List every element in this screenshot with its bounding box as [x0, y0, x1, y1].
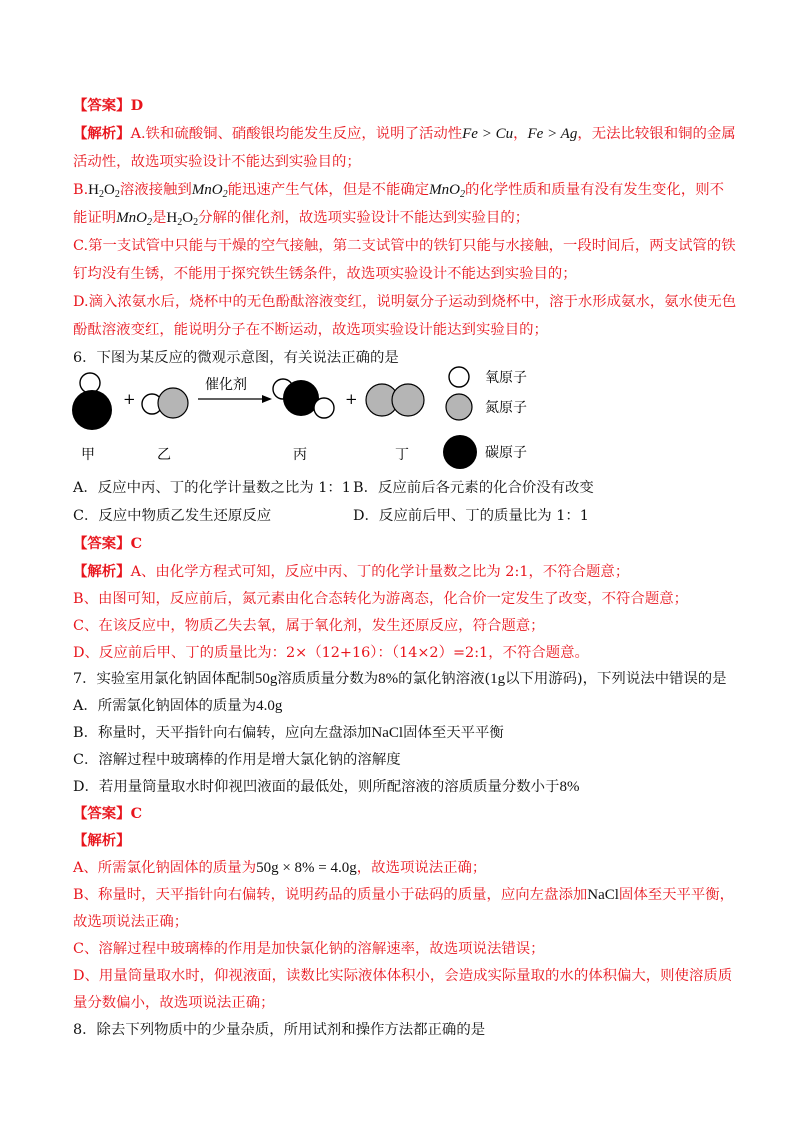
analysis-text: A、由化学方程式可知，反应中丙、丁的化学计量数之比为 2:1，不符合题意； [130, 564, 630, 580]
question-8-stem: 8．除去下列物质中的少量杂质，所用试剂和操作方法都正确的是 [73, 1022, 486, 1038]
label-yi: 乙 [157, 447, 171, 463]
q6-option-b: B．反应前后各元素的化合价没有改变 [353, 480, 594, 496]
carbon-atom [283, 380, 319, 416]
analysis-line-q7-d1: D、用量筒量取水时，仰视液面，读数比实际液体体积小，会造成实际量取的水的体积偏大，则使溶质质 [73, 968, 733, 984]
legend-nitrogen-icon [446, 394, 472, 420]
nitrogen-atom [392, 384, 424, 416]
arrow-head [262, 395, 272, 403]
analysis-line-q6-b: B、由图可知，反应前后，氮元素由化合态转化为游离态，化合价一定发生了改变，不符合题意； [73, 591, 688, 607]
analysis-line-q5-a2: 活动性，故选项实验设计不能达到实验目的； [73, 154, 361, 170]
answer-label: 【答案】 [73, 805, 131, 822]
analysis-text: 的化学性质和质量有没有发生变化，则不 [464, 182, 724, 198]
analysis-line-q7-b2: 故选项说法正确； [73, 914, 189, 930]
q7-option-b: B．称量时，天平指针向右偏转，应向左盘添加NaCl固体至天平平衡 [73, 725, 504, 741]
legend-nitrogen-label: 氮原子 [485, 400, 527, 416]
analysis-text: 是 [152, 210, 167, 226]
answer-value: C [130, 805, 143, 822]
analysis-line-q5-c2: 钉均没有生锈，不能用于探究铁生锈条件，故选项实验设计不能达到实验目的； [73, 266, 577, 282]
analysis-line-q6-c: C、在该反应中，物质乙失去氧，属于氧化剂，发生还原反应，符合题意； [73, 618, 545, 634]
analysis-text: 溶液接触到 [119, 182, 192, 198]
formula-mno2: MnO$_2$ [191, 182, 228, 200]
analysis-text: A.铁和硫酸铜、硝酸银均能发生反应，说明了活动性 [130, 126, 463, 142]
analysis-text: 能证明 [73, 210, 117, 226]
reaction-diagram [60, 362, 620, 472]
analysis-line-q5-d1: D.滴入浓氨水后，烧杯中的无色酚酞溶液变红，说明氨分子运动到烧杯中，溶于水形成氨水，氨水使无色 [73, 294, 737, 310]
analysis-label: 【解析】 [73, 563, 131, 580]
nitrogen-atom [158, 388, 188, 418]
q6-option-d: D．反应前后甲、丁的质量比为 1：1 [353, 508, 589, 524]
analysis-line-q6-a [73, 562, 740, 582]
math-inline: Fe > Ag [527, 126, 578, 142]
analysis-text: 分解的催化剂，故选项实验设计不能达到实验目的； [198, 210, 530, 226]
oxygen-atom [314, 398, 334, 418]
analysis-line-q5-b1 [73, 180, 740, 205]
answer-value: C [130, 535, 143, 552]
label-bing: 丙 [293, 447, 307, 463]
formula-h2o2: $H_2O_2$ [88, 182, 120, 200]
answer-line-q7 [73, 804, 740, 824]
q7-option-d: D．若用量筒量取水时仰视凹液面的最低处，则所配溶液的溶质质量分数小于8% [73, 779, 580, 795]
q7-option-a: A．所需氯化钠固体的质量为4.0g [73, 698, 283, 714]
legend-carbon-label: 碳原子 [485, 445, 527, 461]
math-inline: Fe > Cu [462, 126, 514, 142]
analysis-label-q7: 【解析】 [73, 832, 131, 849]
analysis-line-q5-d2: 酚酞溶液变红，能说明分子在不断运动，故选项实验设计能达到实验目的； [73, 322, 548, 338]
analysis-line-q5-c1: C.第一支试管中只能与干燥的空气接触，第二支试管中的铁钉只能与水接触，一段时间后，两支试管的铁 [73, 238, 736, 254]
carbon-atom [72, 390, 112, 430]
question-7-stem: 7．实验室用氯化钠固体配制50g溶质质量分数为8%的氯化钠溶液(1g以下用游码)，下列说法中错误的是 [73, 671, 727, 687]
legend-oxygen-label: 氧原子 [485, 370, 527, 386]
analysis-text: ，无法比较银和铜的金属 [577, 126, 736, 142]
label-jia: 甲 [81, 447, 95, 463]
answer-line-q6 [73, 534, 740, 554]
analysis-line-q5-b2 [73, 208, 740, 233]
legend-oxygen-icon [449, 367, 469, 387]
catalyst-label: 催化剂 [205, 377, 247, 393]
analysis-line-q5-a1 [73, 124, 740, 144]
plus-sign: + [345, 390, 358, 408]
analysis-label: 【解析】 [73, 125, 131, 142]
q6-option-c: C．反应中物质乙发生还原反应 [73, 508, 272, 524]
q6-option-a: A．反应中丙、丁的化学计量数之比为 1：1 [73, 480, 351, 496]
analysis-line-q7-b1: B、称量时，天平指针向右偏转，说明药品的质量小于砝码的质量，应向左盘添加NaCl固体至天平平衡， [73, 887, 735, 903]
analysis-line-q7-d2: 量分数偏小，故选项说法正确； [73, 995, 275, 1011]
q7-option-c: C．溶解过程中玻璃棒的作用是增大氯化钠的溶解度 [73, 752, 401, 768]
analysis-line-q7-c: C、溶解过程中玻璃棒的作用是加快氯化钠的溶解速率，故选项说法错误； [73, 941, 545, 957]
oxygen-atom [80, 373, 100, 393]
analysis-text: B. [73, 182, 89, 198]
label-ding: 丁 [395, 447, 409, 463]
analysis-text: ， [513, 126, 528, 142]
analysis-text: 能迅速产生气体，但是不能确定 [227, 182, 430, 198]
formula-mno2: MnO$_2$ [116, 210, 153, 228]
plus-sign: + [123, 390, 136, 408]
question-6-stem: 6．下图为某反应的微观示意图，有关说法正确的是 [73, 350, 399, 366]
answer-label: 【答案】 [73, 535, 131, 552]
answer-value: D [130, 97, 144, 114]
answer-label: 【答案】 [73, 97, 131, 114]
formula-h2o2: $H_2O_2$ [166, 210, 199, 228]
answer-line-q5 [73, 96, 740, 116]
formula-mno2: MnO$_2$ [429, 182, 465, 200]
analysis-line-q7-a: A、所需氯化钠固体的质量为50g × 8% = 4.0g，故选项说法正确； [73, 860, 487, 876]
analysis-line-q6-d: D、反应前后甲、丁的质量比为：2×（12+16）：（14×2）=2:1，不符合题意。 [73, 645, 589, 661]
legend-carbon-icon [443, 435, 477, 469]
